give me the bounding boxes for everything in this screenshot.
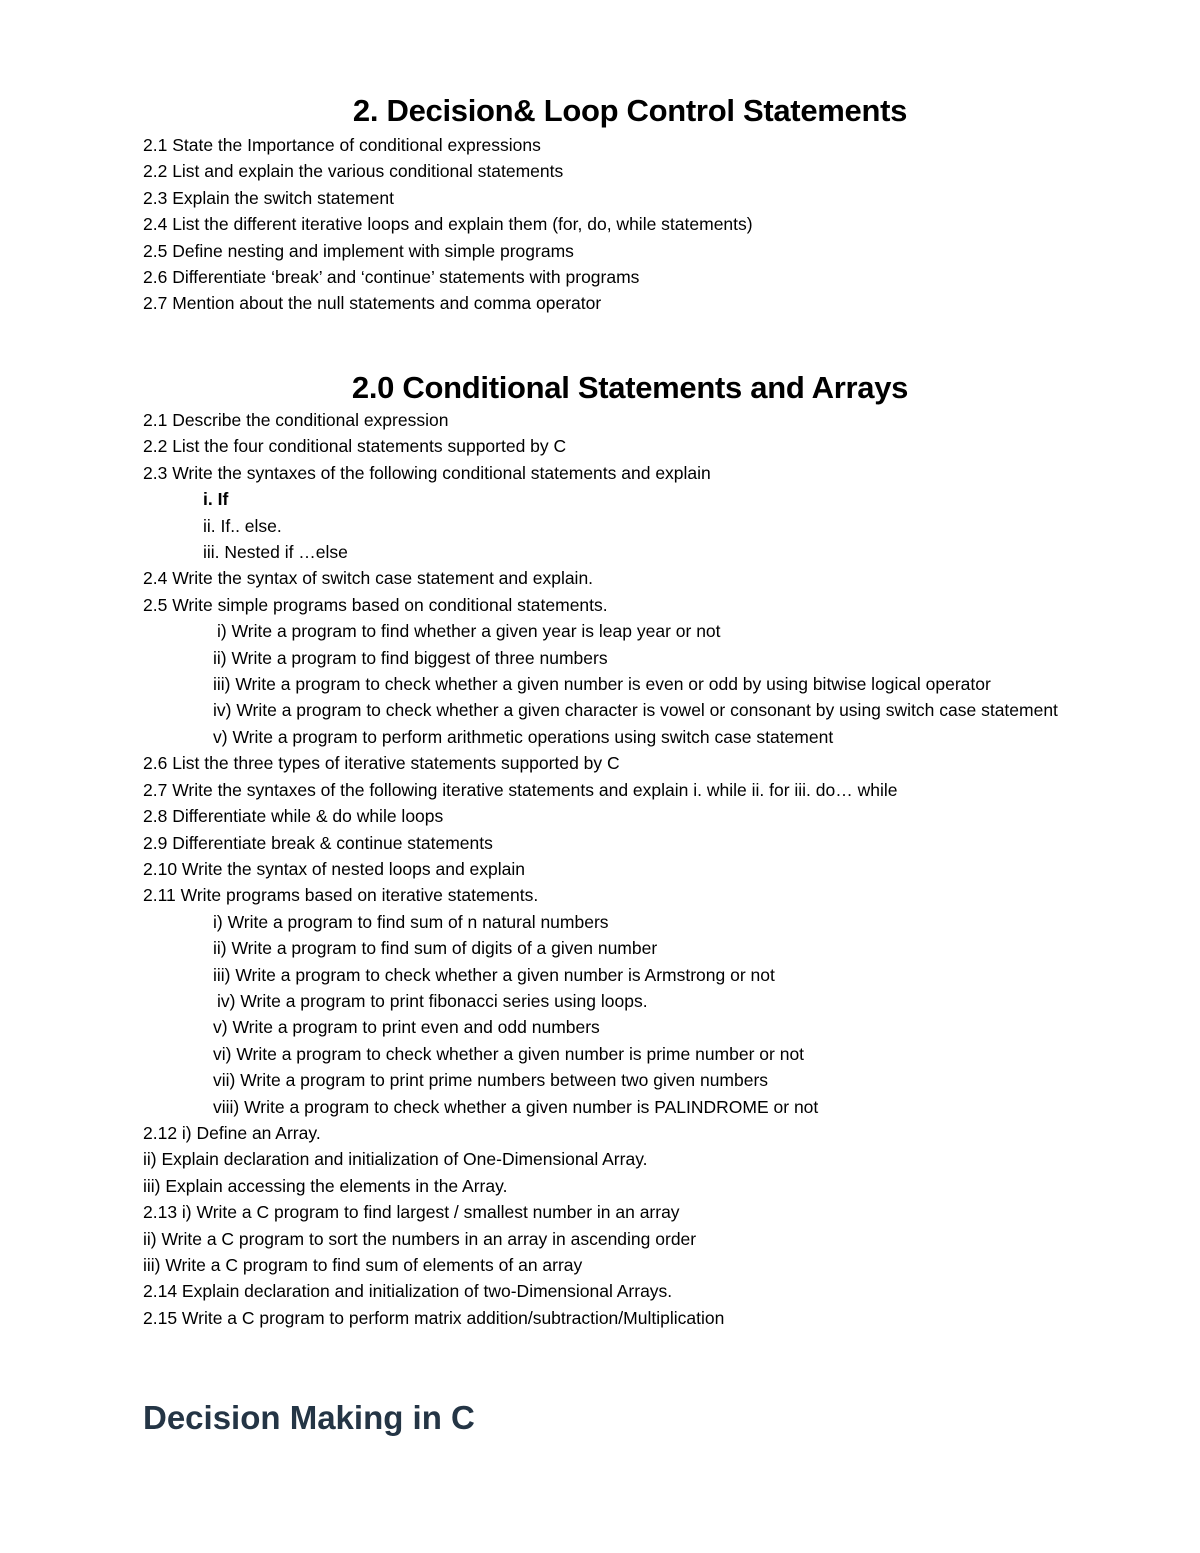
list-item: 2.7 Mention about the null statements and comma operator xyxy=(143,293,602,314)
sub-list-item: i) Write a program to find sum of n natural numbers xyxy=(213,911,609,932)
list-item: 2.6 Differentiate ‘break’ and ‘continue’ statements with programs xyxy=(143,267,640,288)
sub-list-item: v) Write a program to perform arithmetic operations using switch case statement xyxy=(213,726,834,747)
list-item: 2.3 Write the syntaxes of the following conditional statements and explain xyxy=(143,462,711,483)
list-item: 2.6 List the three types of iterative statements supported by C xyxy=(143,753,620,774)
sub-list-item: iv) Write a program to check whether a given character is vowel or consonant by using switch case statement xyxy=(213,700,1058,721)
list-item: 2.2 List the four conditional statements supported by C xyxy=(143,436,567,457)
objectives-list-2 xyxy=(143,407,1123,1331)
list-item: 2.12 i) Define an Array. xyxy=(143,1122,321,1143)
list-item: 2.4 Write the syntax of switch case statement and explain. xyxy=(143,568,594,589)
sub-list-item: iii. Nested if …else xyxy=(203,542,348,563)
list-item: 2.11 Write programs based on iterative statements. xyxy=(143,885,539,906)
sub-list-item: iii) Write a program to check whether a given number is Armstrong or not xyxy=(213,964,775,985)
sub-list-item: iv) Write a program to print fibonacci series using loops. xyxy=(217,990,648,1011)
list-item: 2.1 State the Importance of conditional expressions xyxy=(143,135,541,155)
list-item: 2.2 List and explain the various conditional statements xyxy=(143,161,564,182)
list-item: 2.5 Write simple programs based on conditional statements. xyxy=(143,594,608,615)
list-item: 2.15 Write a C program to perform matrix addition/subtraction/Multiplication xyxy=(143,1307,725,1328)
sub-list-item: ii) Write a program to find sum of digits of a given number xyxy=(213,938,658,959)
section-heading-conditional-arrays: 2.0 Conditional Statements and Arrays xyxy=(351,370,909,405)
sub-list-item: vii) Write a program to print prime numbers between two given numbers xyxy=(213,1070,769,1091)
list-item: iii) Write a C program to find sum of elements of an array xyxy=(143,1255,583,1275)
section-heading-decision-loop: 2. Decision& Loop Control Statements xyxy=(352,93,908,128)
list-item: 2.7 Write the syntaxes of the following iterative statements and explain i. while ii. for iii. do… while xyxy=(143,779,898,800)
list-item: 2.1 Describe the conditional expression xyxy=(143,410,449,430)
sub-list-item: ii. If.. else. xyxy=(203,515,282,536)
list-item: 2.14 Explain declaration and initialization of two-Dimensional Arrays. xyxy=(143,1281,673,1302)
list-item: 2.4 List the different iterative loops and explain them (for, do, while statements) xyxy=(143,214,753,235)
list-item: 2.5 Define nesting and implement with simple programs xyxy=(143,240,574,261)
list-item: 2.9 Differentiate break & continue statements xyxy=(143,832,493,853)
list-item: 2.3 Explain the switch statement xyxy=(143,187,394,208)
list-item: 2.8 Differentiate while & do while loops xyxy=(143,806,444,827)
sub-list-item: viii) Write a program to check whether a given number is PALINDROME or not xyxy=(213,1096,819,1117)
sub-list-item: i. If xyxy=(203,489,229,510)
list-item: ii) Write a C program to sort the numbers in an array in ascending order xyxy=(143,1228,697,1249)
sub-list-item: vi) Write a program to check whether a given number is prime number or not xyxy=(213,1043,805,1064)
sub-list-item: i) Write a program to find whether a given year is leap year or not xyxy=(217,621,721,642)
list-item: 2.13 i) Write a C program to find largest / smallest number in an array xyxy=(143,1202,680,1223)
sub-list-item: iii) Write a program to check whether a given number is even or odd by using bitwise logical operator xyxy=(213,674,991,695)
list-item: iii) Explain accessing the elements in the Array. xyxy=(143,1175,508,1196)
list-item: ii) Explain declaration and initialization of One-Dimensional Array. xyxy=(143,1149,648,1170)
sub-list-item: ii) Write a program to find biggest of three numbers xyxy=(213,647,608,668)
sub-list-item: v) Write a program to print even and odd numbers xyxy=(213,1017,600,1038)
section-heading-decision-making: Decision Making in C xyxy=(143,1399,475,1436)
objectives-list-1 xyxy=(143,132,1123,317)
list-item: 2.10 Write the syntax of nested loops and explain xyxy=(143,858,526,879)
